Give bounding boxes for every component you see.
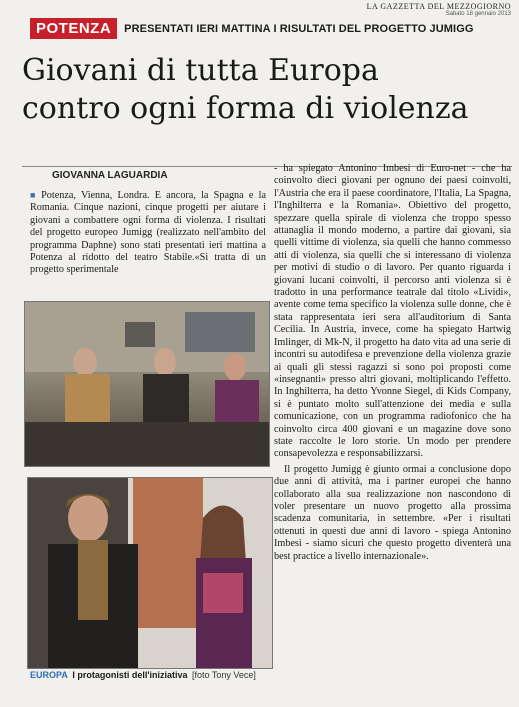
byline: GIOVANNA LAGUARDIA (52, 170, 168, 181)
kicker: PRESENTATI IERI MATTINA I RISULTATI DEL PROGETTO JUMIGG (124, 22, 474, 35)
section-tag: POTENZA (30, 18, 117, 39)
section-header (30, 18, 474, 39)
caption-tag: EUROPA (30, 670, 68, 680)
left-column (30, 189, 266, 280)
left-paragraph (30, 189, 266, 277)
right-paragraph-1: - ha spiegato Antonino Imbesi di Euro-net - che ha coinvolto dieci giovani per ognuno dei paesi coinvolti, l'Austria che era il paese coordinatore, l'Italia, La Spagna, l'Inghilterra e la Romania». Obiettivo del progetto, spezzare quella spirale di violenza che troppo spesso attanaglia il mondo moderno, a partire dai giovani, sia quelli vittime di violenza, sia quelli che hanno commesso atti di violenza, sia quelli che si interessano di violenza per motivi di studio o di lavoro. Per quanto riguarda i giovani lucani coinvolti, il percorso anti violenza si è tradotto in una performance teatrale dal titolo «Lividi», avente come tema specifico la violenza sulle donne, che è stata rappresentata ieri sera all'auditorium di Santa Cecilia. In Austria, invece, come ha spiegato Hartwig Imlinger, di Mk-N, il progetto ha dato vita ad una serie di incontri su autodifesa e prevenzione della violenza grazie ai quali gli stessi ragazzi si sono poi proposti come «insegnanti» presso altri giovani, moltiplicando l'effetto. In Inghilterra, ha detto Yvonne Siegel, di Kids Company, si è puntato molto sull'attenzione dei media e sulla comunicazione, con un programma radiofonico che ha coinvolto circa 400 giovani e un magazine dove sono state raccolte le loro storie. Un modo per prendere consapevolezza e responsabilizzarsi. (274, 163, 511, 460)
photo-protagonists (27, 477, 273, 669)
right-column (274, 163, 511, 703)
headline-line-1: Giovani di tutta Europa (22, 53, 379, 88)
photo-protagonists-image (28, 478, 272, 668)
bullet-icon: ■ (30, 190, 39, 200)
left-paragraph-text: Potenza, Vienna, Londra. E ancora, la Spagna e la Romania. Cinque nazioni, cinque progetti per aiutare i giovani a combattere ogni forma di violenza. I risultati del progetto europeo Jumigg (realizzato nell'ambito del programma Daphne) sono stati presentati ieri mattina a Potenza al ridotto del teatro Stabile.«Si tratta di un progetto sperimentale (30, 190, 267, 276)
caption-text: I protagonisti dell'iniziativa (72, 670, 188, 680)
headline (22, 52, 512, 128)
photo-group (24, 301, 270, 467)
dateline: Sabato 18 gennaio 2013 (445, 11, 511, 17)
photo-group-image (25, 302, 269, 466)
caption-credit: [foto Tony Vece] (192, 670, 256, 680)
photo-caption (30, 670, 270, 680)
masthead: LA GAZZETTA DEL MEZZOGIORNO (366, 2, 511, 11)
headline-line-2: contro ogni forma di violenza (22, 91, 469, 126)
right-paragraph-2: Il progetto Jumigg è giunto ormai a conclusione dopo due anni di attività, ma i partner europei che hanno collaborato alla sua realizzazione non nascondono di voler presentare un nuovo progetto alla prossima scadenza comunitaria, in settembre. «Per i risultati ottenuti in questi due anni di lavoro - spiega Antonino Imbesi - siamo sicuri che questo progetto diventerà una best practice a livello internazionale». (274, 463, 511, 562)
